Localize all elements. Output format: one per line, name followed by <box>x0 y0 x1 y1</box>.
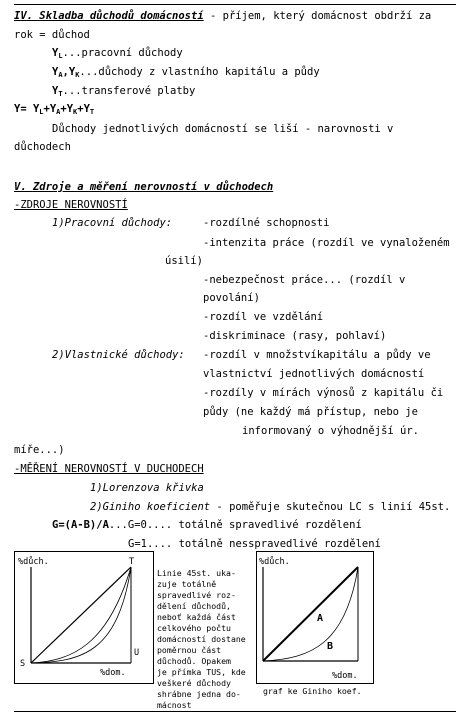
labor-income-label: 1)Pracovní důchody: <box>52 217 173 229</box>
labor-item: povolání) <box>203 292 260 304</box>
left-y-label: %důch. <box>18 557 49 567</box>
yt-desc: ...transferové platby <box>62 85 196 97</box>
right-y-label: %důch. <box>259 557 290 567</box>
labor-item: -diskriminace (rasy, pohlaví) <box>203 330 387 342</box>
gini-item: 2)Giniho koeficient - poměřuje skutečnou LC s linií 45st. <box>90 501 451 513</box>
labor-item: -intenzita práce (rozdíl ve vynaloženém <box>203 237 450 249</box>
lorenz-curve-item: 1)Lorenzova křivka <box>90 482 204 494</box>
sources-subheading: -ZDROJE NEROVNOSTÍ <box>14 199 128 211</box>
ya-desc: ...důchody z vlastního kapitálu a půdy <box>79 66 320 78</box>
gini-caption: graf ke Giniho koef. <box>263 686 362 696</box>
property-item: míře...) <box>14 444 65 456</box>
property-item: -rozdíly v mírách výnosů z kapitálu či <box>203 387 444 399</box>
gini-formula-line: G=(A-B)/A...G=0.... totálně spravedlivé rozdělení <box>52 519 362 531</box>
label-a: A <box>317 613 324 624</box>
ya-line: $Y_A,Y_K...důchody$ z vlastního kapitálu a půdy <box>52 66 320 79</box>
section-v-heading: V. Zdroje a měření nerovností v důchodech <box>14 181 274 193</box>
labor-item: -rozdíl ve vzdělání <box>203 311 324 323</box>
property-item: -rozdíl v množstvíkapitálu a půdy ve <box>203 349 431 361</box>
bottom-rule <box>14 711 456 712</box>
label-u: U <box>134 648 140 658</box>
property-item: informovaný o výhodnější úr. <box>242 425 420 437</box>
property-item: vlastnictví jednotlivých domácností <box>203 368 425 380</box>
yl-desc: ...pracovní důchody <box>62 47 183 59</box>
gini-coefficient-diagram <box>256 551 374 684</box>
differences-line2: důchodech <box>14 141 71 153</box>
section-iv-heading: IV. Skladba důchodů domácností <box>14 10 204 22</box>
label-t: T <box>129 557 135 567</box>
labor-item: -rozdílné schopnosti <box>203 217 330 229</box>
section-iv-intro: - příjem, který domácnost obdrží za <box>203 10 432 22</box>
property-income-label: 2)Vlastnické důchody: <box>52 349 185 361</box>
top-rule <box>14 4 456 5</box>
gini-line2: G=1.... totálně nesspravedlivé rozdělení <box>128 538 381 550</box>
label-s: S <box>20 659 26 669</box>
differences-line1: Důchody jednotlivých domácností se liší - narovnosti v <box>52 123 394 135</box>
yt-line: $Y_T...transferové$ platby <box>52 85 196 98</box>
measurement-subheading: -MĚŘENÍ NEROVNOSTÍ V DUCHODECH <box>14 463 204 475</box>
label-b: B <box>327 641 334 652</box>
property-item: půdy (ne každý má přístup, nebo je <box>203 406 418 418</box>
gini-formula: G=(A-B)/A <box>52 519 109 531</box>
income-formula: $Y= Y_L+Y_A+Y_K+Y_T$ <box>14 103 95 116</box>
figure-note: Linie 45st. uka- zuje totálně spravedlivé roz- dělení důchodů, neboť každá část celkového počtu domácností dostane poměrnou část důchodů. Opakem je přímka TUS, kde veškeré důchody shrábne jedna do- mácnost <box>157 568 246 710</box>
section-iv-line <box>14 9 431 23</box>
right-x-label: %dom. <box>332 671 358 681</box>
yl-line: $Y_L...pracovní$ důchody <box>52 47 183 60</box>
labor-item: úsilí) <box>165 255 203 267</box>
left-x-label: %dom. <box>100 668 126 678</box>
lorenz-curve-diagram <box>14 551 154 684</box>
section-iv-intro-cont: rok = důchod <box>14 29 90 41</box>
labor-item: -nebezpečnost práce... (rozdíl v <box>203 274 406 286</box>
